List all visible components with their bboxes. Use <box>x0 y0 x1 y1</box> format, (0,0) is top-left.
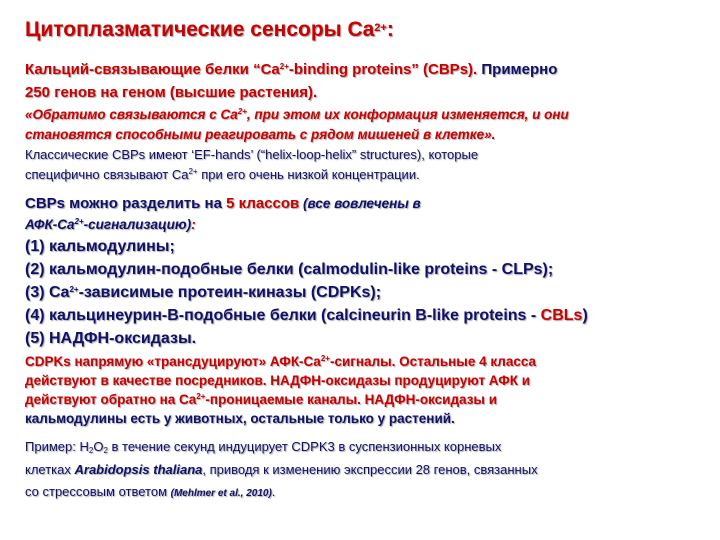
intro-line-5: Классические CBPs имеют ‘EF-hands’ (“helix-loop-helix” structures), которые <box>25 147 479 162</box>
example-line-1: Пример: $H_2O_2$ в течение секунд индуцирует CDPK3 в суспензионных корневых <box>25 439 502 455</box>
title-superscript: 2+ <box>374 22 387 34</box>
example-line-2: клетках Arabidopsis thaliana, приводя к изменению экспрессии 28 генов, связанных <box>25 462 538 477</box>
intro-quote-line-2: становятся способными реагировать с рядом мишеней в клетке». <box>25 127 496 142</box>
note-line-3: действуют обратно на $Ca^{2+}$-проницаемые каналы. НАДФН-оксидазы и <box>25 392 497 407</box>
intro-line-6: специфично связывают $Ca^{2+}$ при его очень низкой концентрации. <box>25 167 420 182</box>
note-line-2: действуют в качестве посредников. НАДФН-оксидазы продуцируют АФК и <box>25 373 531 388</box>
example-line-3: со стрессовым ответом (Mehlmer et al., 2010). <box>25 484 276 499</box>
classes-heading-line-2: АФК-$Ca^{2+}-сигнализацию$): <box>25 217 196 232</box>
class-item-4: (4) кальцинеурин-B-подобные белки (calcineurin B-like proteins - CBLs) <box>25 307 588 324</box>
classes-heading: CBPs можно разделить на 5 классов (все вовлечены в <box>25 195 421 212</box>
class-item-3: (3) $Ca^{2+}$-зависимые протеин-киназы (CDPKs); <box>25 284 382 301</box>
title-text: Цитоплазматические сенсоры Ca <box>25 18 375 41</box>
intro-line-1: Кальций-связывающие белки “$Ca^{2+}$-binding proteins” (CBPs). Примерно <box>25 61 558 78</box>
note-line-4: кальмодулины есть у животных, остальные только у растений. <box>25 411 455 426</box>
intro-quote-line-1: «Обратимо связываются с $Ca^{2+}$, при этом их конформация изменяется, и они <box>25 107 569 122</box>
class-item-2: (2) кальмодулин-подобные белки (calmodulin-like proteins - CLPs); <box>25 261 554 278</box>
slide-title <box>25 18 394 42</box>
intro-line-2: 250 генов на геном (высшие растения). <box>25 84 318 101</box>
note-line-1: CDPKs напрямую «трансдуцируют» АФК-$Ca^{2+}$-сигналы. Остальные 4 класса <box>25 354 537 369</box>
class-item-5: (5) НАДФН-оксидазы. <box>25 330 197 347</box>
title-colon: : <box>386 18 394 41</box>
class-item-1: (1) кальмодулины; <box>25 238 175 255</box>
citation: (Mehlmer et al., 2010) <box>170 488 272 499</box>
